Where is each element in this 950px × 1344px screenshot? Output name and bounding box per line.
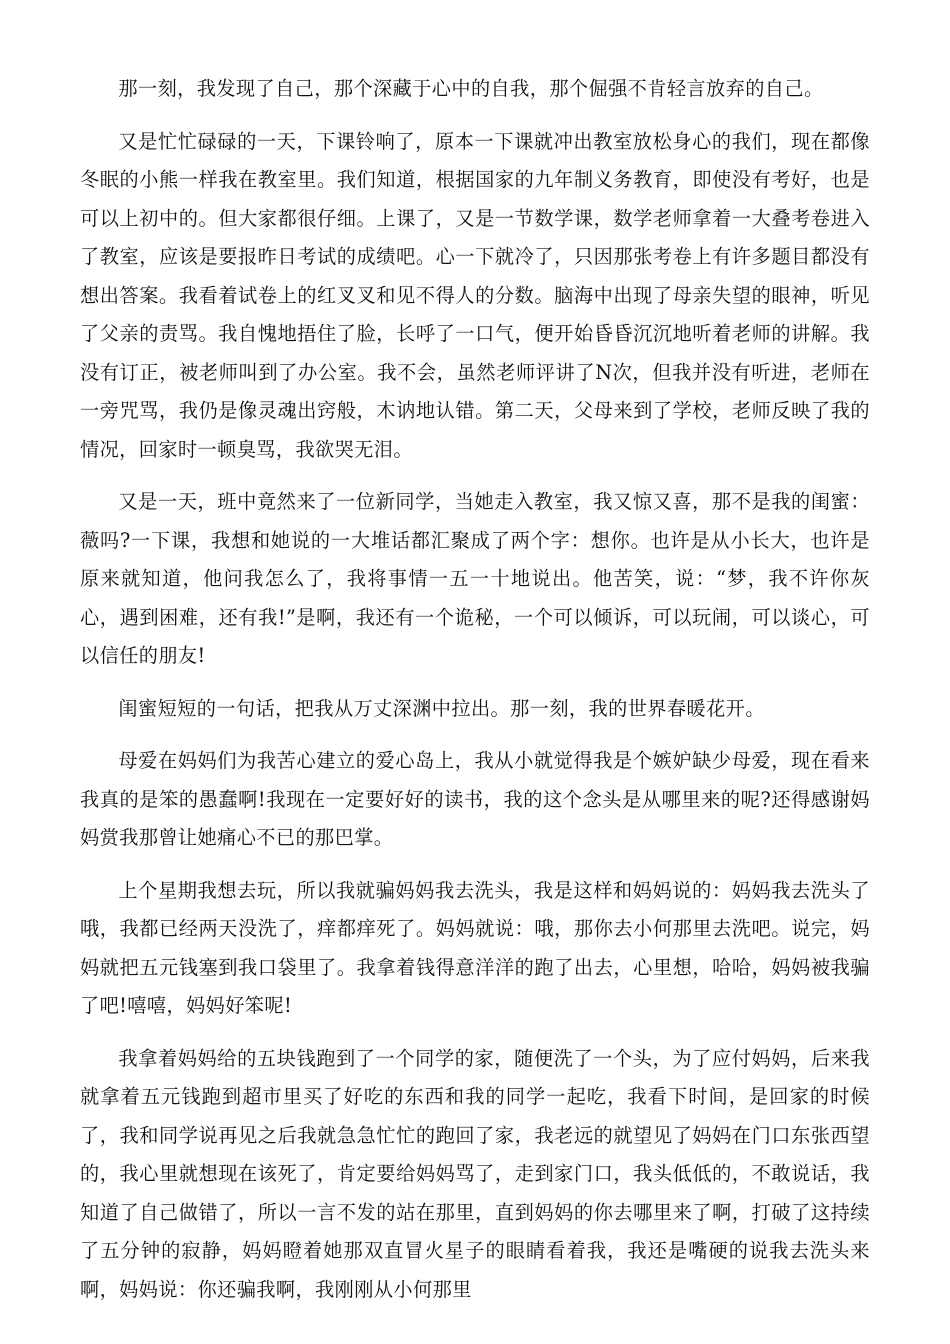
paragraph-5: 母爱在妈妈们为我苦心建立的爱心岛上，我从小就觉得我是个嫉妒缺少母爱，现在看来我真的是笨的愚蠢啊!我现在一定要好好的读书，我的这个念头是从哪里来的呢?还得感谢妈妈赏我那曾让她痛心不已的那巴掌。: [80, 749, 870, 849]
paragraph-7: 我拿着妈妈给的五块钱跑到了一个同学的家，随便洗了一个头，为了应付妈妈，后来我就拿着五元钱跑到超市里买了好吃的东西和我的同学一起吃，我看下时间，是回家的时候了，我和同学说再见之后我就急急忙忙的跑回了家，我老远的就望见了妈妈在门口东张西望的，我心里就想现在该死了，肯定要给妈妈骂了，走到家门口，我头低低的，不敢说话，我知道了自己做错了，所以一言不发的站在那里，直到妈妈的你去哪里来了啊，打破了这持续了五分钟的寂静，妈妈瞪着她那双直冒火星子的眼睛看着我，我还是嘴硬的说我去洗头来啊，妈妈说：你还骗我啊，我刚刚从小何那里: [80, 1046, 870, 1301]
document-page: [80, 70, 870, 1323]
paragraph-3: 又是一天，班中竟然来了一位新同学，当她走入教室，我又惊又喜，那不是我的闺蜜：薇吗?一下课，我想和她说的一大堆话都汇聚成了两个字：想你。也许是从小长大，也许是原来就知道，他问我怎么了，我将事情一五一十地说出。他苦笑，说：“梦，我不许你灰心，遇到困难，还有我!”是啊，我还有一个诡秘，一个可以倾诉，可以玩闹，可以谈心，可以信任的朋友!: [80, 490, 870, 667]
paragraph-6: 上个星期我想去玩，所以我就骗妈妈我去洗头，我是这样和妈妈说的：妈妈我去洗头了哦，我都已经两天没洗了，痒都痒死了。妈妈就说：哦，那你去小何那里去洗吧。说完，妈妈就把五元钱塞到我口袋里了。我拿着钱得意洋洋的跑了出去，心里想，哈哈，妈妈被我骗了吧!嘻嘻，妈妈好笨呢!: [80, 878, 870, 1017]
paragraph-2: 又是忙忙碌碌的一天，下课铃响了，原本一下课就冲出教室放松身心的我们，现在都像冬眠的小熊一样我在教室里。我们知道，根据国家的九年制义务教育，即使没有考好，也是可以上初中的。但大家都很仔细。上课了，又是一节数学课，数学老师拿着一大叠考卷进入了教室，应该是要报昨日考试的成绩吧。心一下就冷了，只因那张考卷上有许多题目都没有想出答案。我看着试卷上的红叉叉和见不得人的分数。脑海中出现了母亲失望的眼神，听见了父亲的责骂。我自愧地捂住了脸，长呼了一口气，便开始昏昏沉沉地听着老师的讲解。我没有订正，被老师叫到了办公室。我不会，虽然老师评讲了N次，但我并没有听进，老师在一旁咒骂，我仍是像灵魂出窍般，木讷地认错。第二天，父母来到了学校，老师反映了我的情况，回家时一顿臭骂，我欲哭无泪。: [80, 129, 870, 461]
paragraph-4: 闺蜜短短的一句话，把我从万丈深渊中拉出。那一刻，我的世界春暖花开。: [118, 696, 765, 720]
paragraph-1: 那一刻，我发现了自己，那个深藏于心中的自我，那个倔强不肯轻言放弃的自己。: [118, 77, 824, 100]
